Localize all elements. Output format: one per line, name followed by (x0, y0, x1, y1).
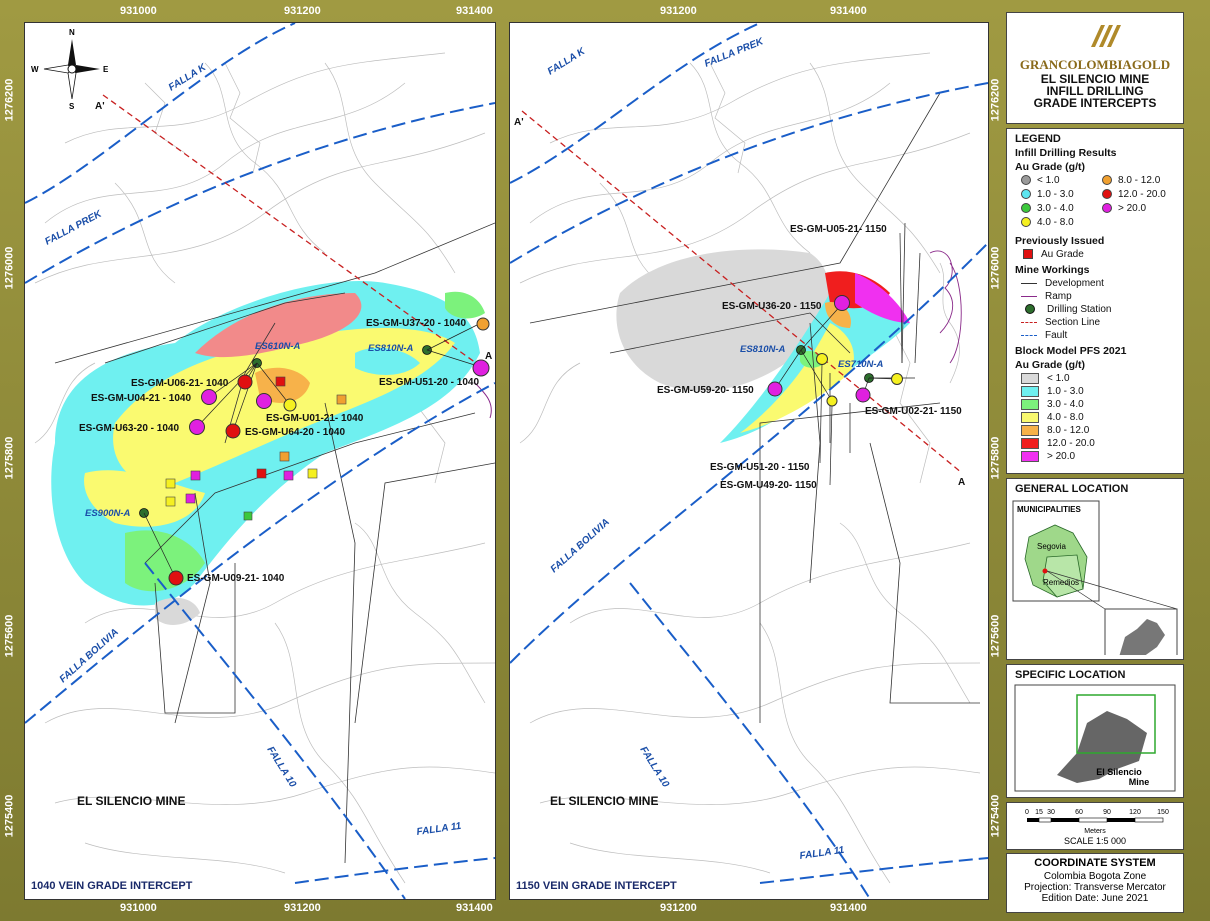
fault-label-falla-prek: FALLA PREK (43, 208, 104, 248)
section-end-label: A (485, 351, 493, 362)
map-1150-svg (510, 23, 988, 899)
station-label: ES810N-A (368, 343, 414, 354)
coord-top-931000: 931000 (120, 5, 157, 17)
coord-top-931400: 931400 (456, 5, 493, 17)
legend-block-label: < 1.0 (1047, 372, 1070, 384)
grade-dot-icon (1021, 217, 1031, 227)
fault-label-falla-prek: FALLA PREK (703, 36, 766, 70)
legend-infill-label: < 1.0 (1037, 174, 1060, 186)
title-line-3: GRADE INTERCEPTS (1033, 96, 1157, 110)
legend-infill-item (1021, 188, 1094, 200)
color-swatch-icon (1021, 373, 1039, 384)
coord-bottom-931000: 931000 (120, 902, 157, 914)
section-start-label: A' (95, 101, 105, 112)
scale-bar (1007, 803, 1183, 849)
scale-panel (1006, 802, 1184, 850)
legend-block-label: > 20.0 (1047, 450, 1076, 462)
coord-right-1275600: 1275600 (989, 614, 1002, 658)
section-start-label: A' (514, 117, 524, 128)
legend-infill-label: 8.0 - 12.0 (1118, 174, 1161, 186)
general-location-title: GENERAL LOCATION (1015, 483, 1129, 495)
legend-infill-item (1102, 188, 1175, 200)
fault-line-icon (1021, 335, 1037, 336)
legend-prev-title: Previously Issued (1015, 235, 1105, 247)
intercept-label: ES-GM-U09-21- 1040 (187, 573, 285, 584)
drill-intercept[interactable] (257, 394, 272, 409)
legend-infill-item (1102, 174, 1175, 186)
legend-infill-label: > 20.0 (1118, 202, 1147, 214)
grade-dot-icon (1021, 189, 1031, 199)
legend-working-item (1021, 329, 1175, 341)
grade-dot-icon (1021, 175, 1031, 185)
scale-tick: 15 (1035, 809, 1043, 816)
legend-infill-label: 4.0 - 8.0 (1037, 216, 1074, 228)
scale-tick: 0 (1025, 809, 1029, 816)
general-location-map (1007, 497, 1183, 655)
drill-intercept[interactable] (284, 399, 296, 411)
coord-right-1275800: 1275800 (989, 436, 1002, 480)
legend-working-label: Section Line (1045, 316, 1101, 328)
intercept-label: ES-GM-U06-21- 1040 (131, 378, 229, 389)
legend-working-item (1021, 316, 1175, 328)
legend-prev-label: Au Grade (1041, 248, 1084, 260)
legend-block-label: 12.0 - 20.0 (1047, 437, 1095, 449)
legend-prev-item (1021, 248, 1175, 260)
el-silencio-label: El Silencio (1096, 767, 1142, 777)
intercept-label: ES-GM-U49-20- 1150 (720, 480, 817, 491)
drill-intercept[interactable] (892, 374, 903, 385)
map-panel-1040 (24, 22, 496, 900)
scale-tick: 150 (1157, 809, 1169, 816)
color-swatch-icon (1021, 438, 1039, 449)
color-swatch-icon (1021, 412, 1039, 423)
grade-dot-icon (1102, 175, 1112, 185)
general-location-panel (1006, 478, 1184, 660)
ramp-line-icon (1021, 296, 1037, 297)
legend-working-label: Ramp (1045, 290, 1072, 302)
intercept-label: ES-GM-U04-21 - 1040 (91, 393, 192, 404)
drilling-station-icon (1025, 304, 1035, 314)
compass-w: W (31, 65, 39, 74)
legend-title: LEGEND (1015, 133, 1061, 145)
legend-working-item (1021, 290, 1175, 302)
drill-intercept[interactable] (817, 354, 828, 365)
specific-location-panel (1006, 664, 1184, 798)
legend-block-item (1021, 398, 1175, 410)
legend-block-item (1021, 411, 1175, 423)
legend-block-label: 4.0 - 8.0 (1047, 411, 1084, 423)
coordinate-zone: Colombia Bogota Zone (1043, 871, 1147, 882)
intercept-label: ES-GM-U51-20 - 1040 (379, 377, 480, 388)
coord-left-1276200: 1276200 (3, 78, 16, 122)
map-panel-1150 (509, 22, 989, 900)
scale-unit: Meters (1084, 828, 1106, 835)
fault-label-falla-k: FALLA K (166, 62, 209, 94)
drill-intercept[interactable] (477, 318, 489, 330)
compass-n: N (69, 28, 75, 37)
section-line-icon (1021, 322, 1037, 323)
scale-tick: 90 (1103, 809, 1111, 816)
coord-left-1276000: 1276000 (3, 246, 16, 290)
station-label: ES810N-A (740, 344, 786, 355)
section-line (522, 111, 962, 473)
legend-infill-label: 12.0 - 20.0 (1118, 188, 1166, 200)
section-end-label: A (958, 477, 966, 488)
fault-label-falla-bolivia: FALLA BOLIVIA (548, 516, 612, 576)
coord-top-r-931400: 931400 (830, 5, 867, 17)
coordinate-system-title: COORDINATE SYSTEM (1034, 857, 1156, 869)
fault-label-falla-10: FALLA 10 (264, 744, 299, 790)
coord-top-r-931200: 931200 (660, 5, 697, 17)
legend-block-item (1021, 372, 1175, 384)
legend-block-item (1021, 385, 1175, 397)
mine-location-icon (1043, 569, 1048, 574)
remedios-label: Remedios (1043, 578, 1080, 587)
legend-block-item (1021, 437, 1175, 449)
company-logo-icon (1007, 13, 1183, 73)
legend-working-label: Drilling Station (1047, 303, 1112, 315)
coord-bottom-r-931400: 931400 (830, 902, 867, 914)
mine-label: EL SILENCIO MINE (550, 794, 659, 808)
fault-label-falla-11: FALLA 11 (798, 844, 845, 862)
legend-working-label: Fault (1045, 329, 1068, 341)
intercept-label: ES-GM-U64-20 - 1040 (245, 427, 346, 438)
legend-working-label: Development (1045, 277, 1104, 289)
legend-infill-item (1021, 202, 1094, 214)
legend-infill-item (1021, 216, 1094, 228)
legend-block-label: 1.0 - 3.0 (1047, 385, 1084, 397)
color-swatch-icon (1021, 399, 1039, 410)
compass-s: S (69, 102, 75, 111)
intercept-label: ES-GM-U63-20 - 1040 (79, 423, 180, 434)
grade-dot-icon (1102, 203, 1112, 213)
coordinate-projection: Projection: Transverse Mercator (1024, 882, 1166, 893)
legend-workings-title: Mine Workings (1015, 264, 1090, 276)
scale-tick: 30 (1047, 809, 1055, 816)
drill-intercept[interactable] (827, 396, 837, 406)
legend-block-item (1021, 450, 1175, 462)
mine-label: EL SILENCIO MINE (77, 794, 186, 808)
station-label: ES900N-A (85, 508, 131, 519)
coord-right-1276200: 1276200 (989, 78, 1002, 122)
title-line-1: EL SILENCIO MINE (1040, 72, 1150, 86)
coordinate-system-panel (1006, 853, 1184, 913)
legend-block-label: 3.0 - 4.0 (1047, 398, 1084, 410)
drill-intercept[interactable] (169, 571, 183, 585)
coord-left-1275400: 1275400 (3, 794, 16, 838)
scale-tick: 60 (1075, 809, 1083, 816)
legend-working-item (1021, 277, 1175, 289)
drill-intercept[interactable] (190, 420, 205, 435)
coord-right-1276000: 1276000 (989, 246, 1002, 290)
coord-bottom-931400: 931400 (456, 902, 493, 914)
segovia-label: Segovia (1037, 542, 1066, 551)
intercept-label: ES-GM-U51-20 - 1150 (710, 462, 810, 473)
municipalities-title: MUNICIPALITIES (1017, 505, 1081, 514)
vein-title-1150: 1150 VEIN GRADE INTERCEPT (516, 880, 677, 892)
intercept-label: ES-GM-U02-21- 1150 (865, 406, 962, 417)
intercept-label: ES-GM-U36-20 - 1150 (722, 301, 822, 312)
drill-intercept[interactable] (238, 375, 252, 389)
intercept-label: ES-GM-U01-21- 1040 (266, 413, 364, 424)
drill-intercept[interactable] (768, 382, 782, 396)
vein-title-1040: 1040 VEIN GRADE INTERCEPT (31, 880, 193, 892)
legend-infill-item (1021, 174, 1094, 186)
coord-left-1275800: 1275800 (3, 436, 16, 480)
fault-label-falla-bolivia: FALLA BOLIVIA (57, 626, 121, 686)
title-block (1006, 12, 1184, 124)
color-swatch-icon (1021, 425, 1039, 436)
fault-lines (510, 23, 988, 899)
au-grade-square-icon (1023, 249, 1033, 259)
north-arrow-icon (31, 28, 109, 111)
legend-infill-title: Infill Drilling Results (1015, 147, 1117, 159)
drill-intercept[interactable] (226, 424, 240, 438)
drill-intercept[interactable] (835, 296, 850, 311)
company-logo-text: GRANCOLOMBIAGOLD (1019, 57, 1171, 72)
legend-infill-item (1102, 202, 1175, 214)
color-swatch-icon (1021, 386, 1039, 397)
scale-tick: 120 (1129, 809, 1141, 816)
fault-label-falla-k: FALLA K (545, 46, 588, 78)
legend-block-label: 8.0 - 12.0 (1047, 424, 1090, 436)
station-label: ES610N-A (255, 341, 301, 352)
legend-block-unit: Au Grade (g/t) (1015, 359, 1085, 371)
color-swatch-icon (1021, 451, 1039, 462)
station-label: ES710N-A (838, 359, 884, 370)
coord-left-1275600: 1275600 (3, 614, 16, 658)
intercept-label: ES-GM-U05-21- 1150 (790, 224, 887, 235)
intercept-label: ES-GM-U37-20 - 1040 (366, 318, 467, 329)
map-1040-svg (25, 23, 495, 899)
development-line-icon (1021, 283, 1037, 284)
coord-top-931200: 931200 (284, 5, 321, 17)
ramp-line (930, 251, 961, 363)
legend-panel (1006, 128, 1184, 474)
legend-block-title: Block Model PFS 2021 (1015, 345, 1127, 357)
scale-ratio: SCALE 1:5 000 (1063, 836, 1127, 846)
intercept-label: ES-GM-U59-20- 1150 (657, 385, 754, 396)
compass-e: E (103, 65, 109, 74)
coord-bottom-931200: 931200 (284, 902, 321, 914)
legend-infill-label: 3.0 - 4.0 (1037, 202, 1074, 214)
drill-intercept[interactable] (856, 388, 870, 402)
legend-infill-grid (1021, 173, 1183, 229)
drill-intercept[interactable] (202, 390, 217, 405)
coord-bottom-r-931200: 931200 (660, 902, 697, 914)
title-line-2: INFILL DRILLING (1046, 84, 1144, 98)
fault-label-falla-10: FALLA 10 (637, 744, 672, 790)
coord-right-1275400: 1275400 (989, 794, 1002, 838)
specific-location-title: SPECIFIC LOCATION (1015, 669, 1126, 681)
grade-dot-icon (1102, 189, 1112, 199)
specific-location-map (1007, 683, 1183, 795)
legend-working-item (1021, 303, 1175, 315)
legend-infill-unit: Au Grade (g/t) (1015, 161, 1085, 173)
edition-date: Edition Date: June 2021 (1041, 893, 1149, 904)
mine-label-2: Mine (1128, 777, 1150, 787)
fault-label-falla-11: FALLA 11 (415, 820, 462, 838)
drill-intercept[interactable] (473, 360, 489, 376)
legend-block-item (1021, 424, 1175, 436)
grade-dot-icon (1021, 203, 1031, 213)
legend-infill-label: 1.0 - 3.0 (1037, 188, 1074, 200)
